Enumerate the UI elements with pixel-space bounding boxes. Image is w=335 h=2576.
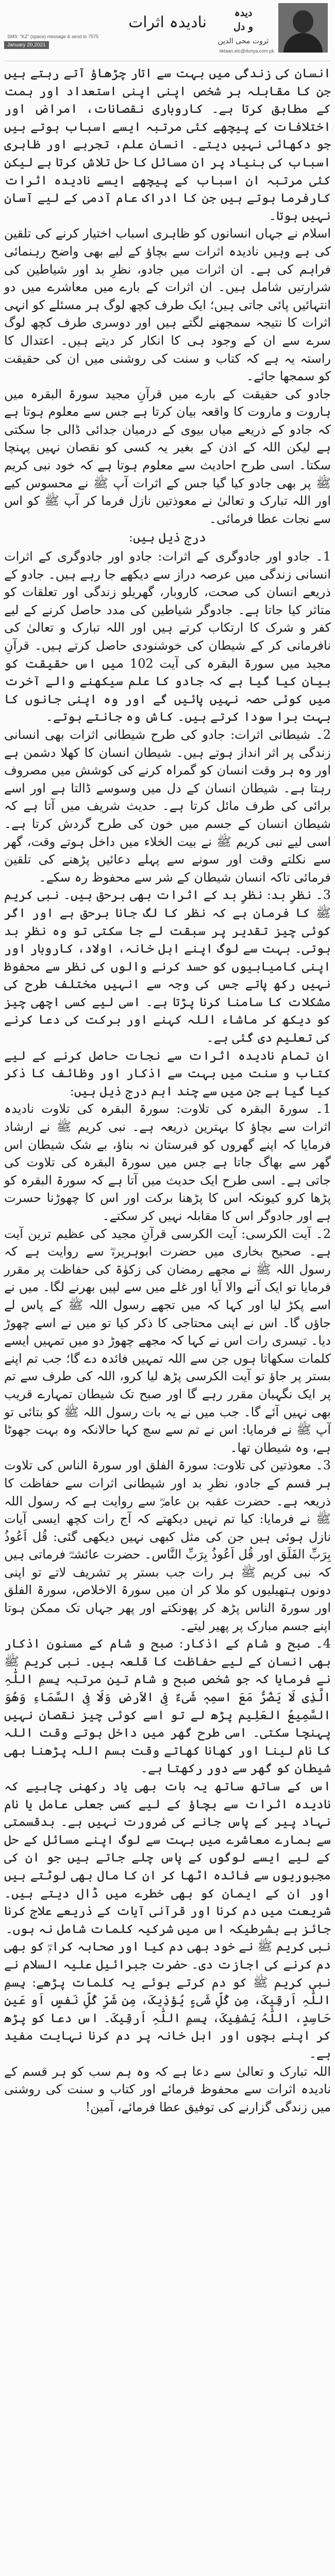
paragraph: 4۔ صبح و شام کے اذکار: صبح و شام کے مسنون اذکار بھی انسان کے لیے حفاظت کا قلعہ ہیں۔ نبی کریم ﷺ نے فرمایا کہ جو شخص صبح و شام تین مرتبہ بِسمِ اللّٰہِ الَّذِی لَا یَضُرُّ مَعَ اسمِہٖ شَیءٌ فِی الاَرضِ وَلَا فِی السَّمَاءِ وَھُوَ السَّمِیعُ العَلِیم پڑھ لے تو اسے کوئی چیز نقصان نہیں پہنچا سکتی۔ اسی طرح گھر میں داخل ہوتے وقت اللہ کا نام لینا اور کھانا کھاتے وقت بسم اللہ پڑھنا بھی شیطان کو گھر سے دور رکھتا ہے۔: [4, 1636, 331, 1776]
paragraph: جادو کی حقیقت کے بارے میں قرآنِ مجید سورۃ البقرہ میں ہاروت و ماروت کا واقعہ بیان کرتا ہے جس سے معلوم ہوتا ہے کہ جادو کے ذریعے میاں بیوی کے درمیان جدائی ڈالی جا سکتی ہے لیکن اللہ کے اذن کے بغیر یہ کسی کو نقصان نہیں پہنچا سکتا۔ اسی طرح احادیث سے معلوم ہوتا ہے کہ خود نبی کریم ﷺ پر بھی جادو کیا گیا جس کے اثرات آپ ﷺ نے محسوس کیے اور اللہ تبارک و تعالیٰ نے معوذتین نازل فرما کر آپ ﷺ کو اس سے نجات عطا فرمائی۔: [4, 386, 331, 526]
article-body: [4, 61, 331, 2116]
column-header: [4, 0, 331, 61]
paragraph: ان تمام نادیدہ اثرات سے نجات حاصل کرنے کے لیے کتاب و سنت میں بہت سے اذکار اور وظائف کا ذکر کیا گیا ہے جن میں سے چند اہم درج ذیل ہیں:: [4, 1048, 331, 1098]
author-photo: [278, 3, 328, 53]
publish-date: January 20,2021: [4, 41, 49, 49]
column-logo: دیدہ و دل: [233, 7, 254, 32]
sms-info: SMS: "KZ" (space) message & send to 7575: [7, 34, 98, 39]
author-email[interactable]: tiktaan.etc@dunya.com.pk: [219, 48, 274, 54]
paragraph: 2۔ آیت الکرسی: آیت الکرسی قرآنِ مجید کی عظیم ترین آیت ہے۔ صحیح بخاری میں حضرت ابوہریرہؓ سے روایت ہے کہ رسول اللہ ﷺ نے مجھے رمضان کی زکوٰۃ کی حفاظت پر مقرر فرمایا تو ایک آنے والا آیا اور غلے میں سے لپیں بھرنے لگا۔ میں نے اسے پکڑ لیا اور کہا کہ میں تجھے رسول اللہ ﷺ کے پاس لے جاؤں گا۔ اس نے اپنی محتاجی کا ذکر کیا تو میں نے اسے چھوڑ دیا۔ تیسری رات اس نے کہا کہ مجھے چھوڑ دو میں تمہیں ایسے کلمات سکھاتا ہوں جن سے اللہ تمہیں فائدہ دے گا؛ جب تم اپنے بستر پر جاؤ تو آیت الکرسی پڑھ لیا کرو، اللہ کی طرف سے تم پر ایک نگہبان مقرر رہے گا اور صبح تک شیطان تمہارے قریب بھی نہیں آئے گا۔ جب میں نے یہ بات رسول اللہ ﷺ کو بتائی تو آپ ﷺ نے فرمایا: اس نے تم سے سچ کہا حالانکہ وہ بہت جھوٹا ہے، وہ شیطان تھا۔: [4, 1226, 331, 1455]
author-block: [194, 3, 328, 57]
paragraph: 1۔ جادو اور جادوگری کے اثرات: جادو اور جادوگری کے اثرات انسانی زندگی میں عرصہ دراز سے دیکھے جا رہے ہیں۔ جادو کے ذریعے انسان کی صحت، کاروبار، گھریلو زندگی اور تعلقات کو متاثر کیا جاتا ہے۔ جادوگر شیاطین کی مدد حاصل کرنے کے لیے کفر و شرک کا ارتکاب کرتے ہیں اور اللہ تبارک و تعالیٰ کی نافرمانی کر کے شیطان کی خوشنودی حاصل کرتے ہیں۔ قرآنِ مجید میں سورۃ البقرہ کی آیت 102 میں اس حقیقت کو بیان کیا گیا ہے کہ جادو کا علم سیکھنے والے آخرت میں کوئی حصہ نہیں پائیں گے اور وہ اپنی جانوں کا بہت برا سودا کرتے ہیں۔ کاش وہ جانتے ہوتے۔: [4, 549, 331, 724]
subheading: درج ذیل ہیں:: [129, 530, 206, 545]
paragraph: اللہ تبارک و تعالیٰ سے دعا ہے کہ وہ ہم سب کو ہر قسم کے نادیدہ اثرات سے محفوظ فرمائے اور کتاب و سنت کی روشنی میں زندگی گزارنے کی توفیق عطا فرمائے، آمین!: [4, 2064, 331, 2114]
paragraph: 2۔ شیطانی اثرات: جادو کی طرح شیطانی اثرات بھی انسانی زندگی پر اثر انداز ہوتے ہیں۔ شیطان انسان کا کھلا دشمن ہے اور وہ ہر وقت انسان کو گمراہ کرنے کی کوشش میں مصروف رہتا ہے۔ شیطان انسان کے دل میں وسوسے ڈالتا ہے اور اسے برائی کی طرف مائل کرتا ہے۔ حدیث شریف میں آتا ہے کہ شیطان انسان کے جسم میں خون کی طرح گردش کرتا ہے۔ اسی لیے نبی کریم ﷺ نے بیت الخلاء میں داخل ہوتے وقت، گھر سے نکلتے وقت اور سونے سے پہلے دعائیں پڑھنے کی تلقین فرمائی تاکہ انسان شیطان کے شر سے محفوظ رہ سکے۔: [4, 727, 331, 885]
paragraph: اسلام نے جہاں انسانوں کو ظاہری اسباب اختیار کرنے کی تلقین کی ہے وہیں نادیدہ اثرات سے بچاؤ کے لیے بھی واضح رہنمائی فراہم کی ہے۔ ان اثرات میں جادو، نظرِ بد اور شیاطین کی شرارتیں شامل ہیں۔ ان اثرات کے بارے میں معاشرے میں دو انتہائیں پائی جاتی ہیں؛ ایک طرف کچھ لوگ ہر مسئلے کو انہی اثرات کا نتیجہ سمجھنے لگتے ہیں اور دوسری طرف کچھ لوگ سرے سے ان کے وجود ہی کا انکار کر دیتے ہیں۔ اعتدال کا راستہ یہ ہے کہ کتاب و سنت کی روشنی میں ان کی حقیقت کو سمجھا جائے۔: [4, 226, 331, 384]
article-title: نادیدہ اثرات: [128, 13, 207, 31]
paragraph: 3۔ نظرِ بد: نظرِ بد کے اثرات بھی برحق ہیں۔ نبی کریم ﷺ کا فرمان ہے کہ نظر کا لگ جانا برحق ہے اور اگر کوئی چیز تقدیر پر سبقت لے جا سکتی تو وہ نظرِ بد ہوتی۔ بہت سے لوگ اپنے اہل خانہ، اولاد، کاروبار اور اپنی کامیابیوں کو حسد کرنے والوں کی نظر سے محفوظ نہیں رکھ پاتے جس کی وجہ سے انہیں مختلف طرح کی مشکلات کا سامنا کرنا پڑتا ہے۔ اسی لیے کسی اچھی چیز کو دیکھ کر ماشاء اللہ کہنے اور برکت کی دعا کرنے کی تعلیم دی گئی ہے۔: [4, 888, 331, 1045]
paragraph: اس کے ساتھ ساتھ یہ بات بھی یاد رکھنی چاہیے کہ نادیدہ اثرات سے بچاؤ کے لیے کسی جعلی عامل یا نام نہاد پیر کے پاس جانے کی ضرورت نہیں ہے۔ بدقسمتی سے ہمارے معاشرے میں بہت سے لوگ اپنے مسائل کے حل کے لیے ایسے لوگوں کے پاس چلے جاتے ہیں جو ان کی مجبوریوں سے فائدہ اٹھا کر ان کا مال بھی لوٹتے ہیں اور ان کے ایمان کو بھی خطرے میں ڈال دیتے ہیں۔ شریعت میں دم کرنا اور قرآنی آیات کے ذریعے علاج کرنا جائز ہے بشرطیکہ اس میں شرکیہ کلمات شامل نہ ہوں۔: [4, 1779, 331, 1936]
paragraph: انسان کی زندگی میں بہت سے اتار چڑھاؤ آتے رہتے ہیں جن کا مقابلہ ہر شخص اپنی اپنی استعداد اور ہمت کے مطابق کرتا ہے۔ کاروباری نقصانات، امراض اور اختلافات کے پیچھے کئی مرتبہ ایسے اسباب ہوتے ہیں جو دکھائی نہیں دیتے۔ انسان علم، تجربے اور ظاہری اسباب کی بنیاد پر ان مسائل کا حل تلاش کرتا ہے لیکن کئی مرتبہ ان اسباب کے پیچھے ایسے نادیدہ اثرات کارفرما ہوتے ہیں جن کا ادراک عام آدمی کے لیے آسان نہیں ہوتا۔: [4, 66, 331, 223]
paragraph: 1۔ سورۃ البقرہ کی تلاوت: سورۃ البقرہ کی تلاوت نادیدہ اثرات سے بچاؤ کا بہترین ذریعہ ہے۔ نبی کریم ﷺ نے ارشاد فرمایا کہ اپنے گھروں کو قبرستان نہ بناؤ، بے شک شیطان اس گھر سے بھاگ جاتا ہے جس میں سورۃ البقرہ کی تلاوت کی جاتی ہے۔ اسی طرح ایک حدیث میں آتا ہے کہ سورۃ البقرہ کو پڑھا کرو کیونکہ اس کا پڑھنا برکت اور اس کا چھوڑنا حسرت ہے اور جادوگر اس کا مقابلہ نہیں کر سکتے۔: [4, 1101, 331, 1223]
paragraph: نبی کریم ﷺ نے خود بھی دم کیا اور صحابہ کرامؓ کو بھی دم کرنے کی اجازت دی۔ حضرت جبرائیل علیہ السلام نے نبی کریم ﷺ کو دم کرتے ہوئے یہ کلمات پڑھے: بِسمِ اللّٰہِ اَرقِیکَ، مِن کُلِّ شَیءٍ یُؤذِیکَ، مِن شَرِّ کُلِّ نَفسٍ اَو عَینِ حَاسِدٍ، اللّٰہُ یَشفِیکَ، بِسمِ اللّٰہِ اَرقِیکَ۔ اس دعا کو پڑھ کر اپنے بچوں اور اہل خانہ پر دم کرنا نہایت مفید ہے۔: [4, 1939, 331, 2061]
author-name: ثروت محی الدین: [217, 37, 269, 45]
paragraph: 3۔ معوذتین کی تلاوت: سورۃ الفلق اور سورۃ الناس کی تلاوت ہر قسم کے جادو، نظرِ بد اور شیطانی اثرات سے حفاظت کا ذریعہ ہے۔ حضرت عقبہ بن عامرؓ سے روایت ہے کہ رسول اللہ ﷺ نے فرمایا: کیا تم نہیں دیکھتے کہ آج رات کچھ ایسی آیات نازل ہوئی ہیں جن کی مثل کبھی نہیں دیکھی گئی: قُل اَعُوذُ بِرَبِّ الفَلَق اور قُل اَعُوذُ بِرَبِّ النَّاس۔ حضرت عائشہؓ فرماتی ہیں کہ نبی کریم ﷺ ہر رات جب بستر پر تشریف لاتے تو اپنی دونوں ہتھیلیوں کو ملا کر ان میں سورۃ الاخلاص، سورۃ الفلق اور سورۃ الناس پڑھ کر پھونکتے اور پھر جہاں تک ممکن ہوتا اپنے جسم مبارک پر پھیر لیتے۔: [4, 1458, 331, 1633]
